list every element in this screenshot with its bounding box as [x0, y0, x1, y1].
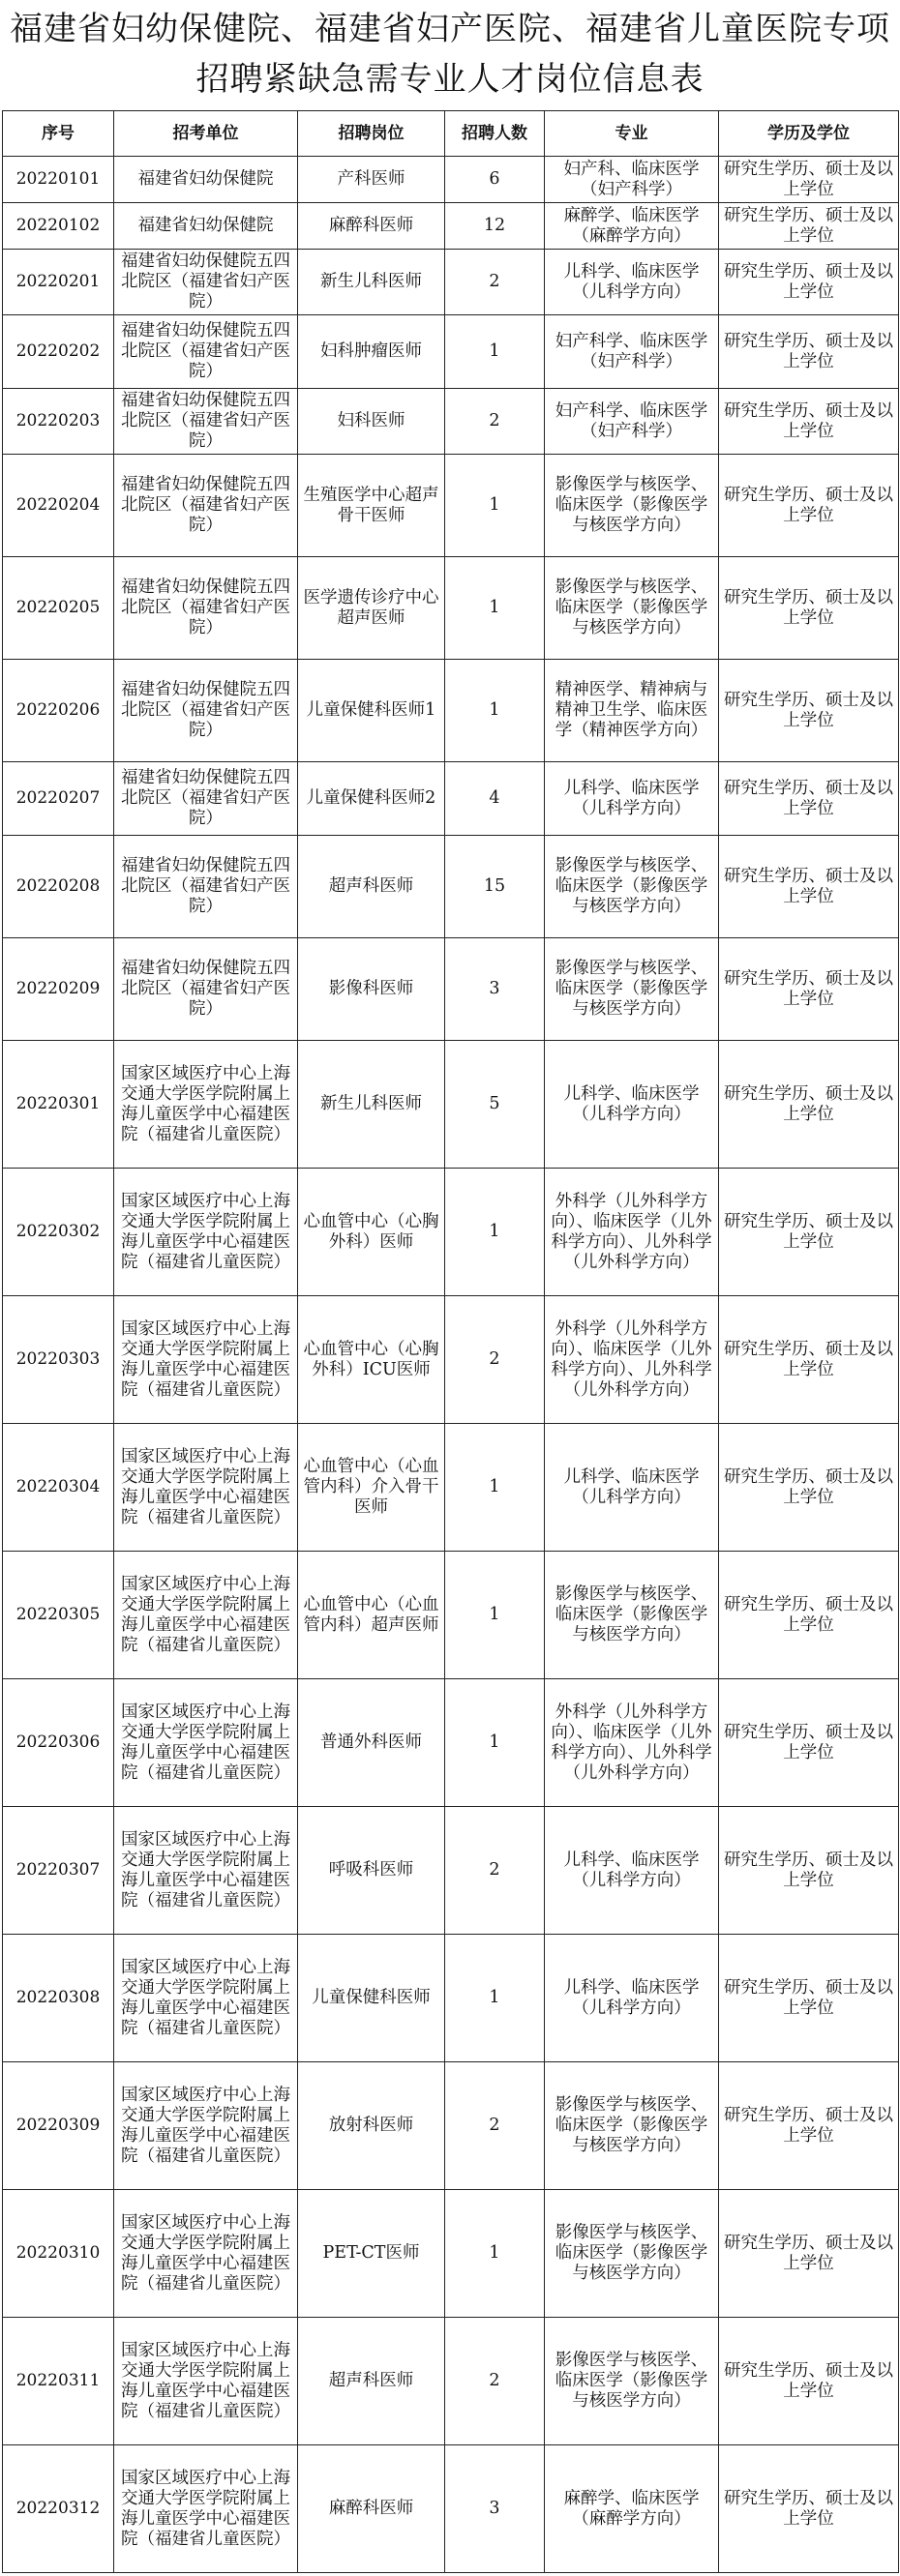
cell-major: 妇产科、临床医学（妇产科学）: [545, 157, 719, 203]
cell-degree: 研究生学历、硕士及以上学位: [719, 2445, 899, 2573]
table-row: [3, 203, 899, 250]
cell-post: 妇科医师: [298, 389, 445, 455]
cell-count: 2: [445, 250, 545, 315]
table-row: [3, 2190, 899, 2318]
cell-major: 影像医学与核医学、临床医学（影像医学与核医学方向）: [545, 2318, 719, 2445]
positions-table: [2, 110, 899, 2573]
cell-count: 2: [445, 1296, 545, 1424]
cell-degree: 研究生学历、硕士及以上学位: [719, 389, 899, 455]
cell-unit: 福建省妇幼保健院: [114, 203, 298, 250]
table-row: [3, 1807, 899, 1935]
cell-post: 生殖医学中心超声骨干医师: [298, 455, 445, 557]
table-row: [3, 455, 899, 557]
cell-degree: 研究生学历、硕士及以上学位: [719, 1424, 899, 1552]
cell-post: 儿童保健科医师: [298, 1935, 445, 2062]
cell-code: 20220303: [3, 1296, 114, 1424]
cell-unit: 福建省妇幼保健院五四北院区（福建省妇产医院）: [114, 250, 298, 315]
cell-major: 儿科学、临床医学（儿科学方向）: [545, 1807, 719, 1935]
cell-major: 影像医学与核医学、临床医学（影像医学与核医学方向）: [545, 836, 719, 938]
table-row: [3, 389, 899, 455]
cell-degree: 研究生学历、硕士及以上学位: [719, 2190, 899, 2318]
cell-degree: 研究生学历、硕士及以上学位: [719, 157, 899, 203]
cell-degree: 研究生学历、硕士及以上学位: [719, 1807, 899, 1935]
column-header-unit: 招考单位: [114, 111, 298, 157]
column-header-major: 专业: [545, 111, 719, 157]
cell-count: 1: [445, 1552, 545, 1679]
cell-post: 产科医师: [298, 157, 445, 203]
table-row: [3, 2445, 899, 2573]
cell-post: 麻醉科医师: [298, 2445, 445, 2573]
cell-code: 20220207: [3, 762, 114, 836]
cell-unit: 国家区域医疗中心上海交通大学医学院附属上海儿童医学中心福建医院（福建省儿童医院）: [114, 1424, 298, 1552]
cell-count: 2: [445, 2318, 545, 2445]
cell-unit: 国家区域医疗中心上海交通大学医学院附属上海儿童医学中心福建医院（福建省儿童医院）: [114, 1679, 298, 1807]
cell-count: 1: [445, 660, 545, 762]
cell-degree: 研究生学历、硕士及以上学位: [719, 762, 899, 836]
cell-unit: 福建省妇幼保健院五四北院区（福建省妇产医院）: [114, 455, 298, 557]
cell-post: 影像科医师: [298, 938, 445, 1041]
cell-unit: 国家区域医疗中心上海交通大学医学院附属上海儿童医学中心福建医院（福建省儿童医院）: [114, 1552, 298, 1679]
table-row: [3, 1169, 899, 1296]
cell-post: 医学遗传诊疗中心超声医师: [298, 557, 445, 660]
cell-major: 妇产科学、临床医学（妇产科学）: [545, 389, 719, 455]
cell-unit: 国家区域医疗中心上海交通大学医学院附属上海儿童医学中心福建医院（福建省儿童医院）: [114, 2318, 298, 2445]
cell-unit: 福建省妇幼保健院五四北院区（福建省妇产医院）: [114, 315, 298, 389]
cell-code: 20220203: [3, 389, 114, 455]
cell-major: 影像医学与核医学、临床医学（影像医学与核医学方向）: [545, 1552, 719, 1679]
cell-code: 20220206: [3, 660, 114, 762]
cell-count: 1: [445, 1935, 545, 2062]
cell-degree: 研究生学历、硕士及以上学位: [719, 250, 899, 315]
cell-code: 20220306: [3, 1679, 114, 1807]
cell-post: 新生儿科医师: [298, 1041, 445, 1169]
cell-major: 外科学（儿外科学方向）、临床医学（儿外科学方向）、儿外科学（儿外科学方向）: [545, 1679, 719, 1807]
cell-count: 2: [445, 1807, 545, 1935]
table-row: [3, 1296, 899, 1424]
cell-unit: 国家区域医疗中心上海交通大学医学院附属上海儿童医学中心福建医院（福建省儿童医院）: [114, 1935, 298, 2062]
table-row: [3, 557, 899, 660]
cell-count: 5: [445, 1041, 545, 1169]
table-row: [3, 660, 899, 762]
cell-post: 心血管中心（心血管内科）介入骨干医师: [298, 1424, 445, 1552]
cell-post: 普通外科医师: [298, 1679, 445, 1807]
page-title: 福建省妇幼保健院、福建省妇产医院、福建省儿童医院专项招聘紧缺急需专业人才岗位信息表: [10, 10, 890, 99]
cell-post: 放射科医师: [298, 2062, 445, 2190]
cell-degree: 研究生学历、硕士及以上学位: [719, 660, 899, 762]
cell-code: 20220301: [3, 1041, 114, 1169]
table-body: [3, 157, 899, 2573]
table-row: [3, 1041, 899, 1169]
cell-count: 1: [445, 2190, 545, 2318]
cell-degree: 研究生学历、硕士及以上学位: [719, 1935, 899, 2062]
cell-count: 4: [445, 762, 545, 836]
cell-unit: 国家区域医疗中心上海交通大学医学院附属上海儿童医学中心福建医院（福建省儿童医院）: [114, 1041, 298, 1169]
cell-code: 20220304: [3, 1424, 114, 1552]
cell-major: 儿科学、临床医学（儿科学方向）: [545, 1424, 719, 1552]
table-row: [3, 836, 899, 938]
cell-major: 影像医学与核医学、临床医学（影像医学与核医学方向）: [545, 938, 719, 1041]
cell-unit: 福建省妇幼保健院五四北院区（福建省妇产医院）: [114, 836, 298, 938]
table-row: [3, 1552, 899, 1679]
cell-code: 20220307: [3, 1807, 114, 1935]
table-header-row: [3, 111, 899, 157]
cell-count: 15: [445, 836, 545, 938]
cell-post: 妇科肿瘤医师: [298, 315, 445, 389]
column-header-post: 招聘岗位: [298, 111, 445, 157]
cell-degree: 研究生学历、硕士及以上学位: [719, 836, 899, 938]
cell-degree: 研究生学历、硕士及以上学位: [719, 938, 899, 1041]
cell-code: 20220310: [3, 2190, 114, 2318]
cell-unit: 国家区域医疗中心上海交通大学医学院附属上海儿童医学中心福建医院（福建省儿童医院）: [114, 1169, 298, 1296]
column-header-code: 序号: [3, 111, 114, 157]
cell-unit: 福建省妇幼保健院五四北院区（福建省妇产医院）: [114, 762, 298, 836]
cell-code: 20220208: [3, 836, 114, 938]
cell-major: 精神医学、精神病与精神卫生学、临床医学（精神医学方向）: [545, 660, 719, 762]
column-header-count: 招聘人数: [445, 111, 545, 157]
table-row: [3, 762, 899, 836]
cell-unit: 国家区域医疗中心上海交通大学医学院附属上海儿童医学中心福建医院（福建省儿童医院）: [114, 1807, 298, 1935]
cell-code: 20220312: [3, 2445, 114, 2573]
cell-post: 麻醉科医师: [298, 203, 445, 250]
table-row: [3, 1424, 899, 1552]
cell-unit: 福建省妇幼保健院五四北院区（福建省妇产医院）: [114, 660, 298, 762]
cell-degree: 研究生学历、硕士及以上学位: [719, 315, 899, 389]
table-row: [3, 938, 899, 1041]
table-row: [3, 1935, 899, 2062]
cell-count: 3: [445, 2445, 545, 2573]
cell-unit: 国家区域医疗中心上海交通大学医学院附属上海儿童医学中心福建医院（福建省儿童医院）: [114, 2445, 298, 2573]
cell-post: 儿童保健科医师1: [298, 660, 445, 762]
cell-post: 新生儿科医师: [298, 250, 445, 315]
cell-major: 外科学（儿外科学方向）、临床医学（儿外科学方向）、儿外科学（儿外科学方向）: [545, 1296, 719, 1424]
cell-major: 影像医学与核医学、临床医学（影像医学与核医学方向）: [545, 557, 719, 660]
cell-code: 20220209: [3, 938, 114, 1041]
cell-degree: 研究生学历、硕士及以上学位: [719, 2062, 899, 2190]
cell-code: 20220311: [3, 2318, 114, 2445]
cell-degree: 研究生学历、硕士及以上学位: [719, 1041, 899, 1169]
table-row: [3, 250, 899, 315]
table-row: [3, 157, 899, 203]
cell-code: 20220101: [3, 157, 114, 203]
cell-major: 外科学（儿外科学方向）、临床医学（儿外科学方向）、儿外科学（儿外科学方向）: [545, 1169, 719, 1296]
cell-code: 20220308: [3, 1935, 114, 2062]
column-header-degree: 学历及学位: [719, 111, 899, 157]
cell-major: 儿科学、临床医学（儿科学方向）: [545, 1935, 719, 2062]
cell-post: 心血管中心（心血管内科）超声医师: [298, 1552, 445, 1679]
table-row: [3, 1679, 899, 1807]
cell-unit: 福建省妇幼保健院五四北院区（福建省妇产医院）: [114, 389, 298, 455]
cell-unit: 国家区域医疗中心上海交通大学医学院附属上海儿童医学中心福建医院（福建省儿童医院）: [114, 2190, 298, 2318]
cell-count: 1: [445, 1424, 545, 1552]
cell-degree: 研究生学历、硕士及以上学位: [719, 1552, 899, 1679]
cell-major: 妇产科学、临床医学（妇产科学）: [545, 315, 719, 389]
cell-post: 呼吸科医师: [298, 1807, 445, 1935]
cell-code: 20220202: [3, 315, 114, 389]
cell-code: 20220305: [3, 1552, 114, 1679]
cell-count: 2: [445, 389, 545, 455]
cell-post: 心血管中心（心胸外科）ICU医师: [298, 1296, 445, 1424]
cell-unit: 福建省妇幼保健院五四北院区（福建省妇产医院）: [114, 938, 298, 1041]
cell-count: 1: [445, 1169, 545, 1296]
cell-code: 20220201: [3, 250, 114, 315]
cell-code: 20220205: [3, 557, 114, 660]
table-row: [3, 2318, 899, 2445]
cell-degree: 研究生学历、硕士及以上学位: [719, 1296, 899, 1424]
cell-unit: 福建省妇幼保健院: [114, 157, 298, 203]
cell-count: 12: [445, 203, 545, 250]
cell-code: 20220204: [3, 455, 114, 557]
cell-count: 1: [445, 455, 545, 557]
cell-major: 影像医学与核医学、临床医学（影像医学与核医学方向）: [545, 2190, 719, 2318]
cell-code: 20220102: [3, 203, 114, 250]
cell-unit: 国家区域医疗中心上海交通大学医学院附属上海儿童医学中心福建医院（福建省儿童医院）: [114, 1296, 298, 1424]
cell-major: 儿科学、临床医学（儿科学方向）: [545, 1041, 719, 1169]
cell-degree: 研究生学历、硕士及以上学位: [719, 2318, 899, 2445]
cell-count: 2: [445, 2062, 545, 2190]
cell-post: 心血管中心（心胸外科）医师: [298, 1169, 445, 1296]
cell-count: 1: [445, 557, 545, 660]
cell-post: 超声科医师: [298, 2318, 445, 2445]
cell-code: 20220302: [3, 1169, 114, 1296]
cell-major: 儿科学、临床医学（儿科学方向）: [545, 762, 719, 836]
cell-major: 影像医学与核医学、临床医学（影像医学与核医学方向）: [545, 455, 719, 557]
cell-major: 麻醉学、临床医学（麻醉学方向）: [545, 203, 719, 250]
cell-count: 1: [445, 1679, 545, 1807]
cell-unit: 国家区域医疗中心上海交通大学医学院附属上海儿童医学中心福建医院（福建省儿童医院）: [114, 2062, 298, 2190]
cell-count: 3: [445, 938, 545, 1041]
cell-post: 超声科医师: [298, 836, 445, 938]
cell-degree: 研究生学历、硕士及以上学位: [719, 455, 899, 557]
cell-post: 儿童保健科医师2: [298, 762, 445, 836]
cell-post: PET-CT医师: [298, 2190, 445, 2318]
table-row: [3, 315, 899, 389]
cell-major: 影像医学与核医学、临床医学（影像医学与核医学方向）: [545, 2062, 719, 2190]
cell-degree: 研究生学历、硕士及以上学位: [719, 1679, 899, 1807]
cell-count: 1: [445, 315, 545, 389]
cell-major: 儿科学、临床医学（儿科学方向）: [545, 250, 719, 315]
cell-unit: 福建省妇幼保健院五四北院区（福建省妇产医院）: [114, 557, 298, 660]
cell-major: 麻醉学、临床医学（麻醉学方向）: [545, 2445, 719, 2573]
cell-degree: 研究生学历、硕士及以上学位: [719, 1169, 899, 1296]
cell-degree: 研究生学历、硕士及以上学位: [719, 203, 899, 250]
table-row: [3, 2062, 899, 2190]
cell-count: 6: [445, 157, 545, 203]
cell-degree: 研究生学历、硕士及以上学位: [719, 557, 899, 660]
cell-code: 20220309: [3, 2062, 114, 2190]
